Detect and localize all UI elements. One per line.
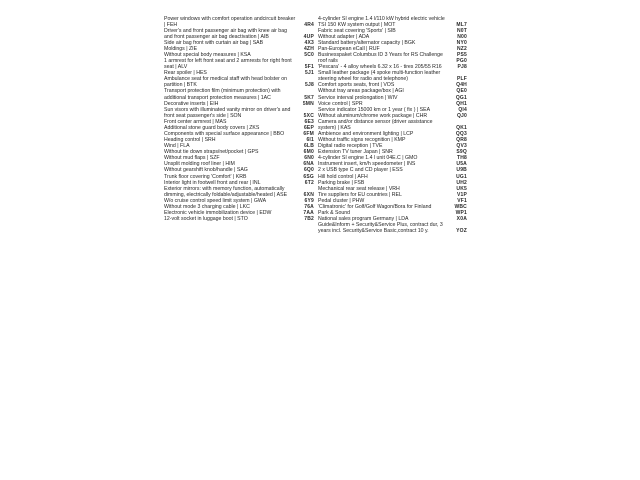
option-description: 4-cylinder SI engine 1.4 l/110 kW hybrid electric vehicle TSI 150 KW system output | MOT — [318, 15, 445, 28]
option-code: 5C0 — [304, 51, 314, 58]
option-description: Ambulance seat for medical staff with head bolster on partition | BTK — [164, 76, 288, 89]
option-entry — [318, 119, 467, 131]
option-code: Q4H — [456, 82, 467, 89]
option-description: Without gearshift knob/handle | SAG — [164, 167, 248, 174]
option-code: QR8 — [456, 137, 467, 144]
option-entry — [164, 216, 314, 222]
option-description: Components with special surface appearance | BBO — [164, 130, 285, 137]
option-description: 12-volt socket in luggage boot | STO — [164, 216, 248, 223]
option-code: QV3 — [456, 143, 467, 150]
option-description: Camera and/or distance sensor (driver assistance system) | KAS — [318, 118, 433, 131]
option-description: Extension TV tuner Japan | SNR — [318, 149, 393, 156]
option-description: Power windows with comfort operation andcircuit breaker | FEH — [164, 15, 296, 28]
option-code: 6EP — [303, 124, 314, 131]
option-description: Without traffic signs recognition | KMP — [318, 137, 406, 144]
option-description: 1 armrest for left front seat and 2 armrests for right front seat | ALV — [164, 58, 292, 71]
option-description: Pan-European eCall | RUF — [318, 45, 380, 52]
option-description: Without tie down straps/net/pocket | GPS — [164, 149, 259, 156]
option-code: N00 — [457, 33, 467, 40]
option-description: 'Pescara' - 4 alloy wheels 6.32 x 16 - tires 205/55 R16 — [318, 64, 442, 71]
option-entry — [164, 16, 314, 28]
option-code: PJ8 — [457, 64, 467, 71]
option-description: Unsplit molding roof liner | HIM — [164, 161, 235, 168]
option-code: 4ZH — [303, 45, 314, 52]
option-description: Parking brake | FSB — [318, 179, 365, 186]
option-entry — [318, 70, 467, 82]
option-code: U9B — [456, 167, 467, 174]
option-code: 4UP — [303, 33, 314, 40]
option-code: QH1 — [456, 100, 467, 107]
option-code: PG0 — [456, 58, 467, 65]
option-description: Guide&Inform + Security&Service Plus, contract dur, 3 years incl. Security&Service Basic,contract 10 y. — [318, 222, 443, 235]
option-code: 4X3 — [304, 39, 314, 46]
option-description: Heading control | SRH — [164, 137, 216, 144]
option-entry — [164, 28, 314, 40]
option-code: 5J1 — [305, 70, 314, 77]
option-code: WP1 — [455, 210, 467, 216]
option-description: roof rails — [318, 58, 338, 65]
option-description: Park & Sound — [318, 210, 351, 216]
option-description: Without adapter | ADA — [318, 33, 370, 40]
option-description: Side air bag front with curtain air bag | SAB — [164, 39, 264, 46]
option-entry — [318, 222, 467, 234]
option-code: 76A — [304, 203, 314, 210]
option-code: 6LB — [303, 143, 314, 150]
option-description: Transport protection film (minimum protection) with additional transport protection measures | 1AC — [164, 88, 281, 101]
option-code: VF1 — [457, 197, 467, 204]
option-code: 6XN — [303, 191, 314, 198]
option-code: N0T — [456, 27, 467, 34]
option-entry — [318, 16, 467, 28]
option-code: 6N0 — [304, 155, 314, 162]
option-description: Without aluminum/chrome work package | CHR — [318, 112, 428, 119]
option-code: 5J8 — [305, 82, 314, 89]
option-code: WBC — [454, 203, 467, 210]
option-code: UG1 — [456, 173, 467, 180]
option-description: 'Climatronic' for Golf/Golf Wagon/Bora for Finland — [318, 203, 432, 210]
option-description: Comfort sports seats, front | VOS — [318, 82, 395, 89]
option-description: Voice control | SPR — [318, 100, 363, 107]
option-description: Electronic vehicle immobilization device | EDW — [164, 210, 272, 216]
option-description: Without mud flaps | SZF — [164, 155, 220, 162]
option-code: 5XC — [303, 112, 314, 119]
option-list-left — [164, 16, 314, 223]
option-code: QJ0 — [456, 112, 467, 119]
option-entry — [164, 186, 314, 198]
option-code: YOZ — [456, 228, 467, 235]
option-code: ML7 — [456, 21, 467, 28]
option-code: NZ2 — [456, 45, 467, 52]
option-description: Small leather package (4 spoke multi-function leather steering wheel for radio and telephone) — [318, 70, 441, 83]
option-code: 6M0 — [303, 149, 314, 156]
option-code: QG1 — [455, 94, 467, 101]
option-code: 6FM — [303, 130, 314, 137]
option-code: QK1 — [456, 124, 467, 131]
option-description: Trunk floor covering 'Comfort' | KRB — [164, 173, 247, 180]
option-description: Instrument insert, km/h speedometer | INS — [318, 161, 416, 168]
option-description: Service interval prolongation | WIV — [318, 94, 398, 101]
option-code: S9Q — [456, 149, 467, 156]
option-code: QE0 — [456, 88, 467, 95]
option-code: 6T2 — [304, 179, 314, 186]
option-description: Without tray areas package/box | AGI — [318, 88, 404, 95]
option-code: 6Q0 — [303, 167, 314, 174]
option-code: 6NA — [303, 161, 314, 168]
option-entry — [164, 58, 314, 70]
option-description: Service indicator 15000 km or 1 year ( fix ) | SEA — [318, 106, 431, 113]
option-description: Sun visors with illuminated vanity mirror on driver's and front seat passenger's side | SON — [164, 106, 291, 119]
option-description: Tire suppliers for EU countries | REL — [318, 191, 402, 198]
option-description: 4-cylinder SI engine 1.4 l unit 04E.C | GMO — [318, 155, 418, 162]
option-code: X0A — [456, 216, 467, 223]
option-code: NY0 — [456, 39, 467, 46]
option-code: 7AA — [303, 210, 314, 216]
option-code: 6E3 — [304, 118, 314, 125]
option-code: 6SG — [303, 173, 314, 180]
option-description: Mechanical rear seat release | VRH — [318, 185, 400, 192]
option-code: 7B2 — [304, 216, 314, 223]
option-description: Exterior mirrors: with memory function, automatically dimming, electrically foldable/adjustable/heated | ASE — [164, 185, 288, 198]
option-code: PLF — [456, 76, 467, 83]
option-entry — [164, 107, 314, 119]
option-list-right — [318, 16, 467, 235]
option-description: Additional stone guard body covers | ZKS — [164, 124, 260, 131]
option-code: V1P — [456, 191, 467, 198]
option-code: QI4 — [458, 106, 467, 113]
option-description: Standard battery/alternator capacity | BGK — [318, 39, 416, 46]
option-description: Hill hold control | AFH — [318, 173, 368, 180]
option-description: National sales program Germany | LDA — [318, 216, 409, 223]
option-description: Decorative inserts | EIH — [164, 100, 219, 107]
option-code: U5A — [456, 161, 467, 168]
option-description: Interior light in footwell front and rear | INL — [164, 179, 261, 186]
option-entry — [164, 88, 314, 100]
option-code: 5F1 — [304, 64, 314, 71]
option-code: 5K7 — [304, 94, 314, 101]
option-description: Rear spoiler | HES — [164, 70, 207, 77]
option-description: Digital radio reception | TVE — [318, 143, 383, 150]
option-entry — [164, 76, 314, 88]
option-description: Fabric seat covering 'Sports' | SIB — [318, 27, 396, 34]
option-description: Front center armrest | MAS — [164, 118, 227, 125]
option-code: 6Y9 — [304, 197, 314, 204]
option-code: UH2 — [456, 179, 467, 186]
option-code: UK5 — [456, 185, 467, 192]
option-code: 6I1 — [306, 137, 314, 144]
option-code: QQ3 — [455, 130, 467, 137]
option-description: Businesspaket Columbus ID 3 Years for RS Challenge — [318, 51, 443, 58]
option-description: Wind | FLA — [164, 143, 190, 150]
option-code: 5MN — [302, 100, 314, 107]
option-description: W/o cruise control speed limit system | GWA — [164, 197, 267, 204]
option-description: Without special body measures | KSA — [164, 51, 251, 58]
option-code: PS5 — [456, 51, 467, 58]
option-code: TH8 — [456, 155, 467, 162]
option-description: 2 x USB type C and CD player | ESS — [318, 167, 403, 174]
option-code: 4R4 — [304, 21, 314, 28]
option-description: Without mode 3 charging cable | LKC — [164, 203, 250, 210]
option-description: Moldings | ZIE — [164, 45, 198, 52]
option-description: Ambience and environment lighting | LCP — [318, 130, 414, 137]
option-description: Pedal cluster | PHW — [318, 197, 365, 204]
option-description: Driver's and front passenger air bag with knee air bag and front passenger air bag deactivation | AIB — [164, 27, 287, 40]
